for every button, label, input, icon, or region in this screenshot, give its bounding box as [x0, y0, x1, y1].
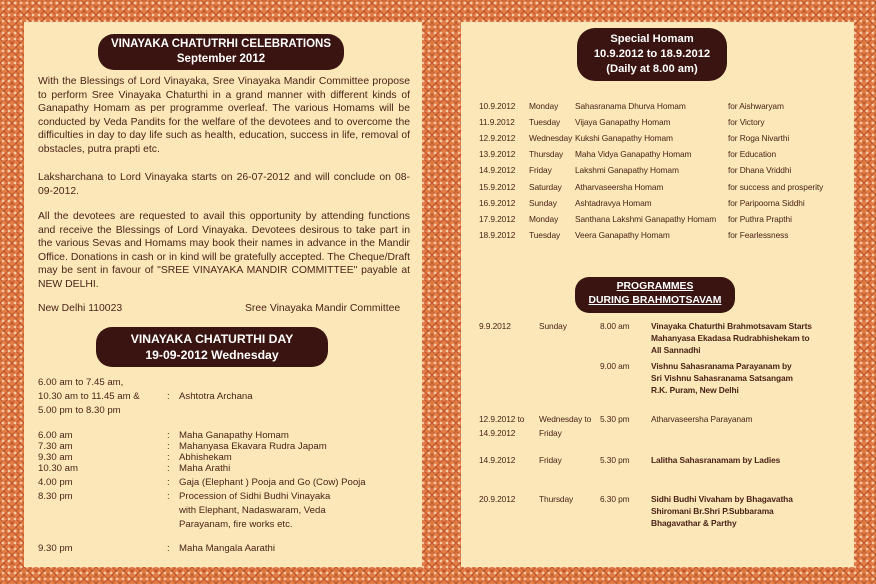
homam-day: Tuesday [529, 229, 561, 240]
homam-date: 12.9.2012 [479, 133, 516, 144]
celebrations-title: VINAYAKA CHATUTRHI CELEBRATIONS [110, 38, 331, 50]
schedule-time: 7.30 am [38, 441, 73, 452]
programme-date: 9.9.2012 [479, 321, 511, 331]
schedule-colon: : [167, 391, 170, 402]
schedule-time: 5.00 pm to 8.30 pm [38, 405, 121, 416]
homam-purpose: for Aishwaryam [728, 101, 784, 111]
schedule-time: 4.00 pm [38, 477, 73, 488]
special-homam-banner [577, 28, 727, 81]
programme-event: Shiromani Br.Shri P.Subbarama [651, 506, 774, 516]
homam-date: 11.9.2012 [479, 117, 515, 128]
homam-name: Atharvaseersha Homam [575, 181, 664, 192]
chaturthi-day-date: 19-09-2012 Wednesday [145, 348, 279, 362]
appeal-paragraph: All the devotees are requested to avail this opportunity by attending functions and receive the Blessings of Lord Vinayaka. Devotees desirous to take part in the various Sevas and Homams may book their names in advance in the Mandir Office. Donations in cash or in kind will be gratefully accepted. The Cheque/Draft may be sent in favour of "SREE VINAYAKA MANDIR COMMITTEE" payable at NEW DELHI. [38, 211, 410, 290]
special-homam-title: Special Homam [610, 33, 694, 45]
programme-date: 12.9.2012 to [479, 414, 525, 424]
homam-day: Sunday [529, 197, 557, 208]
homam-day: Friday [529, 165, 552, 176]
programme-time: 5.30 pm [600, 414, 630, 424]
schedule-time: 6.00 am [38, 430, 73, 441]
programme-time: 5.30 pm [600, 455, 630, 465]
schedule-colon: : [167, 441, 170, 452]
homam-day: Tuesday [529, 117, 561, 128]
programme-date: 14.9.2012 [479, 428, 516, 438]
homam-date: 17.9.2012 [479, 213, 516, 224]
schedule-time: 8.30 pm [38, 491, 73, 502]
schedule-event: Mahanyasa Ekavara Rudra Japam [179, 441, 327, 452]
homam-purpose: for success and prosperity [728, 181, 824, 192]
homam-name: Santhana Lakshmi Ganapathy Homam [575, 213, 717, 224]
homam-purpose: for Paripoorna Siddhi [728, 197, 805, 208]
programme-date: 20.9.2012 [479, 494, 516, 504]
schedule-event: Gaja (Elephant ) Pooja and Go (Cow) Pooja [179, 477, 366, 488]
programme-event: Sidhi Budhi Vivaham by Bhagavatha [651, 494, 793, 504]
programmes-subtitle: DURING BRAHMOTSAVAM [588, 295, 722, 306]
homam-purpose: for Education [728, 149, 777, 160]
schedule-event: with Elephant, Nadaswaram, Veda [179, 505, 326, 516]
schedule-event: Maha Mangala Aarathi [179, 543, 275, 554]
homam-name: Sahasranama Dhurva Homam [575, 101, 686, 111]
laksharchana-paragraph: Laksharchana to Lord Vinayaka starts on 26-07-2012 and will conclude on 08-09-2012. [38, 172, 410, 197]
homam-name: Kukshi Ganapathy Homam [575, 133, 673, 144]
schedule-colon: : [167, 491, 170, 502]
celebrations-banner [98, 34, 344, 70]
schedule-event: Maha Ganapathy Homam [179, 430, 289, 441]
programmes-title: PROGRAMMES [616, 281, 694, 292]
homam-purpose: for Dhana Vriddhi [728, 165, 792, 176]
programmes-banner [575, 277, 735, 313]
homam-date: 18.9.2012 [479, 229, 516, 240]
chaturthi-day-title: VINAYAKA CHATURTHI DAY [130, 332, 294, 346]
programme-event: R.K. Puram, New Delhi [651, 385, 739, 395]
chaturthi-day-banner [96, 327, 328, 367]
programme-event: Sri Vishnu Sahasranama Satsangam [651, 373, 793, 383]
programme-day: Friday [539, 428, 562, 438]
celebrations-subtitle: September 2012 [176, 53, 266, 65]
programme-time: 9.00 am [600, 361, 630, 371]
programme-day: Friday [539, 455, 562, 465]
homam-day: Monday [529, 101, 559, 111]
programme-event: Mahanyasa Ekadasa Rudrabhishekam to [651, 333, 810, 343]
programme-time: 6.30 pm [600, 494, 630, 504]
schedule-colon: : [167, 452, 170, 463]
homam-date: 14.9.2012 [479, 165, 516, 176]
homam-purpose: for Roga Nivarthi [728, 133, 790, 144]
schedule-colon: : [167, 463, 170, 474]
left-panel [24, 22, 422, 567]
programme-event: Lalitha Sahasranamam by Ladies [651, 455, 781, 465]
schedule-time: 6.00 am to 7.45 am, [38, 377, 124, 388]
schedule-event: Ashtotra Archana [179, 391, 253, 402]
programme-date: 14.9.2012 [479, 455, 516, 465]
schedule-time: 10.30 am [38, 463, 79, 474]
homam-purpose: for Fearlessness [728, 229, 789, 240]
schedule-time: 10.30 am to 11.45 am & [38, 391, 140, 402]
programme-time: 8.00 am [600, 321, 630, 331]
committee-signature: Sree Vinayaka Mandir Committee [245, 303, 401, 314]
schedule-time: 9.30 pm [38, 543, 73, 554]
special-homam-time: (Daily at 8.00 am) [606, 63, 698, 75]
homam-name: Vijaya Ganapathy Homam [575, 117, 671, 128]
programme-event: Atharvaseersha Parayanam [651, 414, 753, 424]
programme-event: Vinayaka Chaturthi Brahmotsavam Starts [651, 321, 812, 331]
programme-day: Sunday [539, 321, 567, 331]
schedule-event: Abhishekam [179, 452, 232, 463]
homam-purpose: for Puthra Prapthi [728, 213, 792, 224]
special-homam-dates: 10.9.2012 to 18.9.2012 [593, 48, 711, 60]
homam-date: 13.9.2012 [479, 149, 516, 160]
schedule-event: Maha Arathi [179, 463, 231, 474]
intro-paragraph: With the Blessings of Lord Vinayaka, Sree Vinayaka Mandir Committee propose to perform Sree Vinayaka Chaturthi in a grand manner with different kinds of Ganapathy Homam as per programme overleaf. The various Homams will be conducted by Veda Pandits for the welfare of the devotees and to overcome the difficulties in day to day life such as health, education, success in life, removal of obstacles, putra prapti etc. [38, 76, 410, 155]
schedule-colon: : [167, 477, 170, 488]
schedule-time: 9.30 am [38, 452, 73, 463]
homam-day: Thursday [529, 149, 564, 160]
schedule-event: Parayanam, fire works etc. [179, 519, 293, 530]
homam-purpose: for Victory [728, 117, 765, 128]
place-text: New Delhi 110023 [38, 303, 123, 314]
homam-name: Maha Vidya Ganapathy Homam [575, 149, 692, 160]
schedule-event: Procession of Sidhi Budhi Vinayaka [179, 491, 331, 502]
programme-event: All Sannadhi [651, 345, 701, 355]
homam-date: 10.9.2012 [479, 101, 516, 111]
programme-event: Vishnu Sahasranama Parayanam by [651, 361, 792, 371]
homam-day: Saturday [529, 181, 562, 192]
homam-name: Ashtadravya Homam [575, 197, 652, 208]
homam-name: Lakshmi Ganapathy Homam [575, 165, 679, 176]
homam-date: 16.9.2012 [479, 197, 516, 208]
homam-day: Monday [529, 213, 559, 224]
schedule-colon: : [167, 543, 170, 554]
homam-date: 15.9.2012 [479, 181, 516, 192]
programme-event: Bhagavathar & Parthy [651, 518, 737, 528]
schedule-colon: : [167, 430, 170, 441]
programme-day: Thursday [539, 494, 574, 504]
homam-name: Veera Ganapathy Homam [575, 229, 670, 240]
right-panel [461, 22, 854, 567]
programme-day: Wednesday to [539, 414, 592, 424]
homam-day: Wednesday [529, 133, 573, 144]
